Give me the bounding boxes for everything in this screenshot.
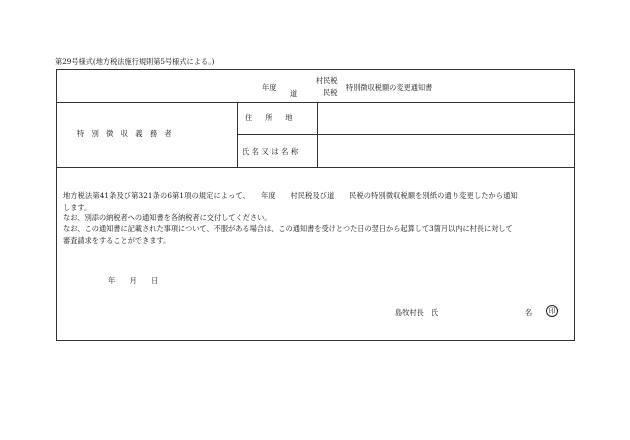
title-year: 年度 (262, 83, 277, 92)
form-frame (56, 69, 575, 341)
notice-paragraph-1-continued: します。 (63, 203, 92, 212)
name-label: 氏名又は名称 (242, 147, 301, 156)
mayor-title: 島牧村長 氏 (395, 308, 439, 317)
form-number-header: 第29号様式(地方税法施行規則第5号様式による。) (55, 57, 215, 66)
field-label-divider (317, 102, 318, 167)
agent-label-divider (237, 102, 238, 167)
form-title: 特別徴収税額の変更通知書 (346, 83, 433, 92)
title-resident-tax: 民税 (323, 88, 338, 97)
agent-row-divider (57, 167, 574, 168)
title-prefecture: 道 (290, 89, 298, 98)
title-municipal-tax: 村民税 (316, 76, 338, 85)
special-collection-agent-label: 特別徴収義務者 (77, 129, 180, 138)
address-name-divider (237, 134, 574, 135)
mayor-name-suffix: 名 (525, 308, 533, 317)
title-row-divider (57, 102, 574, 103)
notice-paragraph-3-continued: 審査請求をすることができます。 (63, 236, 171, 245)
notice-paragraph-2: なお、別添の納税者への通知書を各納税者に交付してください。 (63, 213, 272, 222)
notice-paragraph-3: なお、この通知書に記載された事項について、不服がある場合は、この通知書を受けとつた日の翌日から起算して3箇月以内に村長に対して (63, 224, 513, 233)
notice-paragraph-1: 地方税法第41条及び第321条の6第1項の規定によって、 年度 村民税及び道 民税の特別徴収税額を別紙の通り変更したから通知 (63, 191, 518, 200)
seal-icon: 印 (546, 305, 558, 317)
issue-date: 年 月 日 (108, 276, 159, 285)
address-label: 住所地 (245, 113, 306, 122)
